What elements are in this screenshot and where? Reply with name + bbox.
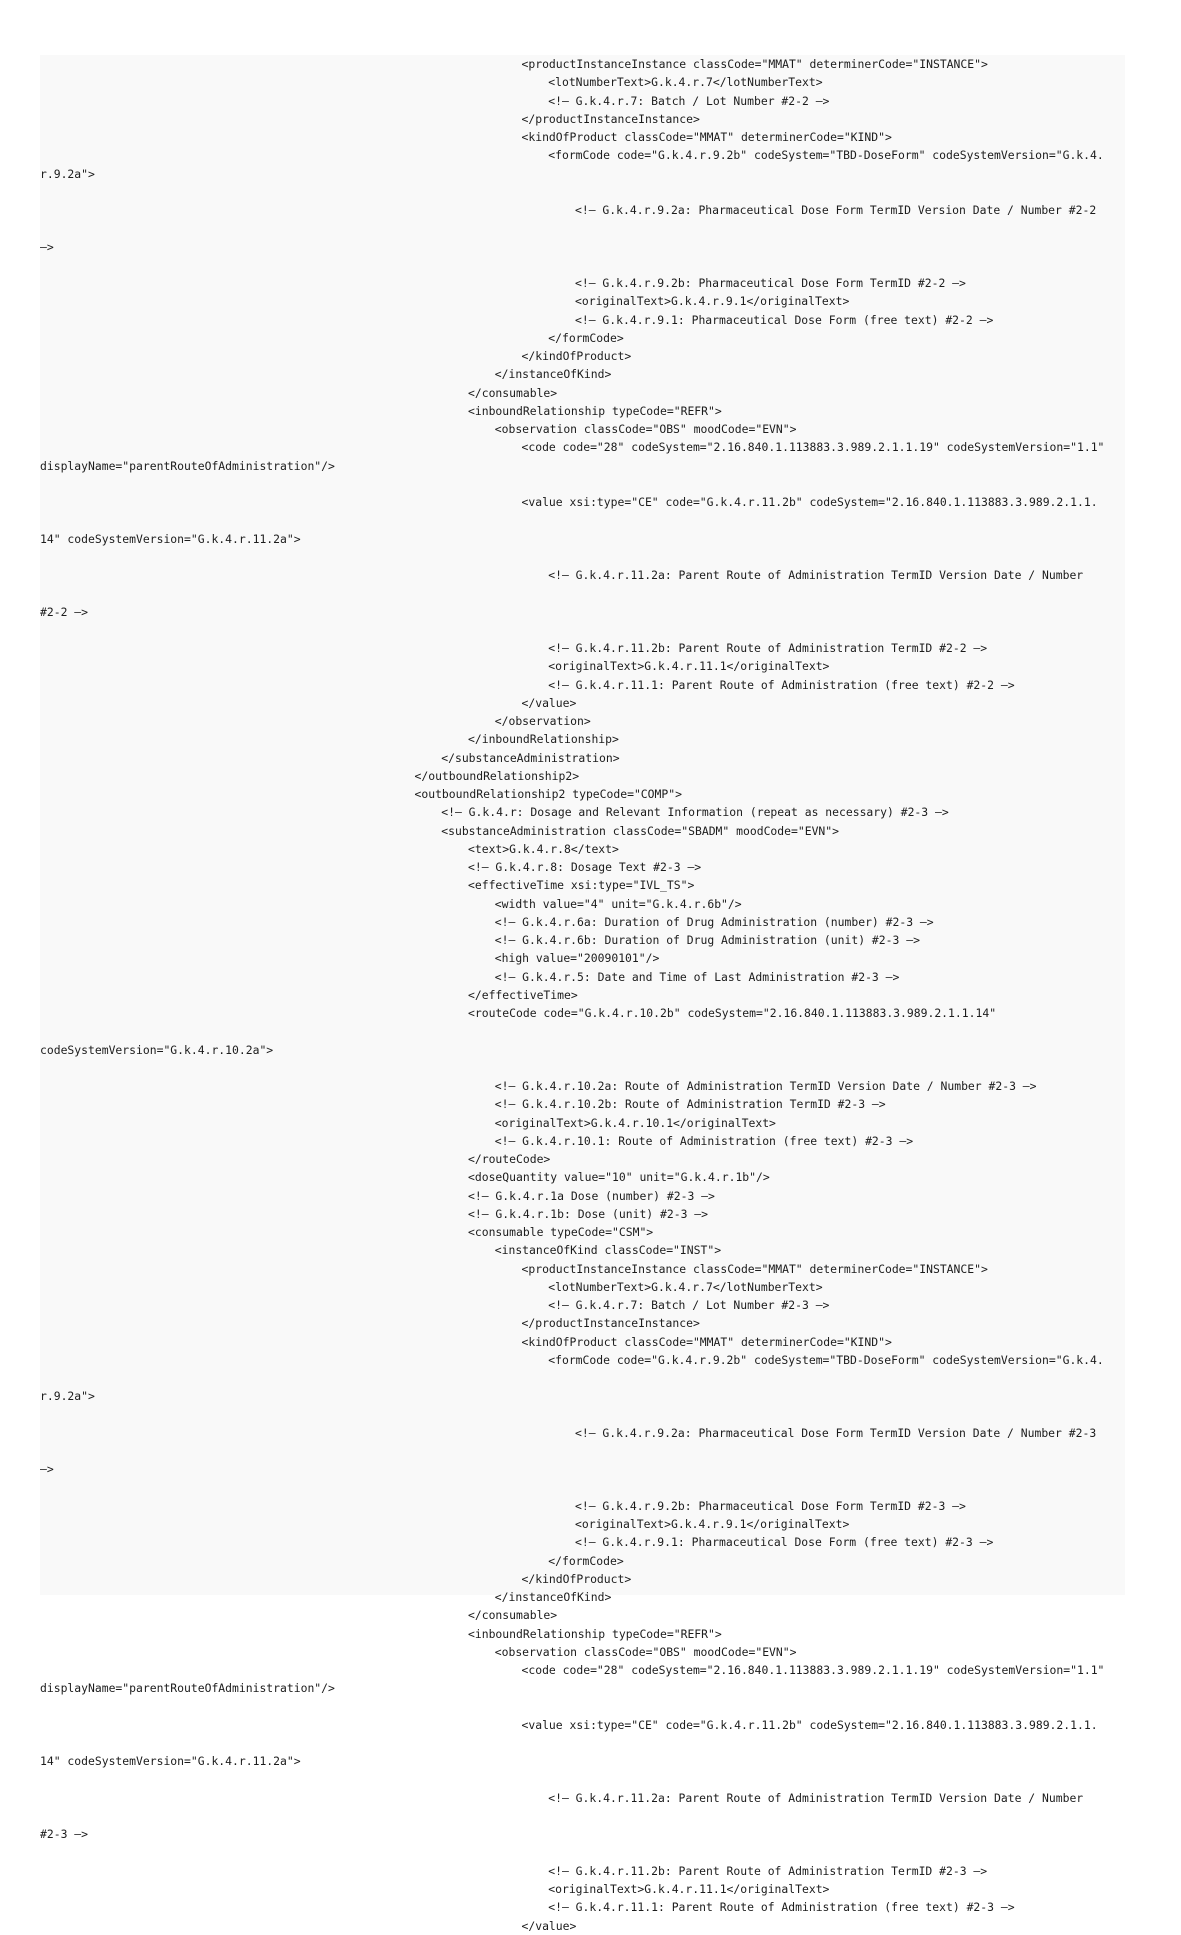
code-line: <!— G.k.4.r.1b: Dose (unit) #2-3 —> [468,1206,709,1221]
code-line: <!— G.k.4.r.11.2a: Parent Route of Administration TermID Version Date / Number [548,568,1084,582]
code-line: <!— G.k.4.r.9.1: Pharmaceutical Dose Form (free text) #2-3 —> [575,1535,994,1550]
code-line: <!— G.k.4.r.10.1: Route of Administration (free text) #2-3 —> [494,1133,914,1148]
code-line: <inboundRelationship typeCode="REFR"> [468,403,722,418]
code-line: <!— G.k.4.r.9.2a: Pharmaceutical Dose Form TermID Version Date / Number #2-2 [575,203,1097,217]
code-line: —> [40,239,54,254]
code-line: <substanceAdministration classCode="SBADM" moodCode="EVN"> [441,823,839,838]
code-line: </substanceAdministration> [441,750,620,765]
code-line: <lotNumberText>G.k.4.r.7</lotNumberText> [548,75,823,90]
code-line: </outboundRelationship2> [414,768,580,783]
code-line: </observation> [494,714,591,728]
code-line [40,1369,1125,1387]
code-line: <originalText>G.k.4.r.11.1</originalText> [548,1882,830,1896]
code-line: #2-2 —> [40,604,89,619]
code-line: <instanceOfKind classCode="INST"> [494,1243,722,1258]
code-line: </instanceOfKind> [494,367,612,382]
code-line: <!— G.k.4.r.9.2b: Pharmaceutical Dose Form TermID #2-2 —> [575,276,966,290]
code-line [40,1479,1125,1497]
code-line: </inboundRelationship> [468,732,619,747]
code-line: </effectiveTime> [468,987,578,1002]
code-line: <!— G.k.4.r: Dosage and Relevant Information (repeat as necessary) #2-3 —> [441,805,949,820]
code-line [40,1022,1125,1040]
code-line: </value> [521,1918,577,1933]
code-line: <!— G.k.4.r.6a: Duration of Drug Administration (number) #2-3 —> [494,914,934,929]
code-line: </productInstanceInstance> [521,111,700,126]
code-line [40,1844,1125,1862]
code-line: <code code="28" codeSystem="2.16.840.1.113883.3.989.2.1.1.19" codeSystemVersion="1.1" [521,440,1105,455]
code-line: </routeCode> [468,1152,551,1166]
code-line [40,1771,1125,1789]
code-line: <productInstanceInstance classCode="MMAT" determinerCode="INSTANCE"> [521,57,988,71]
code-line: displayName="parentRouteOfAdministration"/> [40,1681,335,1696]
code-line: codeSystemVersion="G.k.4.r.10.2a"> [40,1042,274,1057]
code-line: <code code="28" codeSystem="2.16.840.1.113883.3.989.2.1.1.19" codeSystemVersion="1.1" [521,1663,1105,1677]
code-line [40,1698,1125,1716]
code-line [40,511,1125,529]
code-line: <kindOfProduct classCode="MMAT" determinerCode="KIND"> [521,130,892,144]
code-line: <formCode code="G.k.4.r.9.2b" codeSystem="TBD-DoseForm" codeSystemVersion="G.k.4. [548,148,1104,163]
code-line: <productInstanceInstance classCode="MMAT" determinerCode="INSTANCE"> [521,1261,988,1276]
code-line: <doseQuantity value="10" unit="G.k.4.r.1b"/> [468,1170,770,1185]
code-line [40,1734,1125,1752]
code-line: <!— G.k.4.r.11.2a: Parent Route of Administration TermID Version Date / Number [548,1790,1084,1805]
code-line: <!— G.k.4.r.5: Date and Time of Last Administration #2-3 —> [494,969,900,984]
code-line [40,219,1125,237]
code-line: <!— G.k.4.r.11.2b: Parent Route of Administration TermID #2-2 —> [548,641,988,655]
code-line: <formCode code="G.k.4.r.9.2b" codeSystem="TBD-DoseForm" codeSystemVersion="G.k.4. [548,1352,1104,1367]
code-line: <!— G.k.4.r.7: Batch / Lot Number #2-3 —> [548,1298,830,1312]
code-line: <originalText>G.k.4.r.11.1</originalText> [548,659,830,674]
code-line: </instanceOfKind> [494,1590,612,1604]
code-line [40,475,1125,493]
code-line: <high value="20090101"/> [494,951,660,966]
code-line: <!— G.k.4.r.7: Batch / Lot Number #2-2 —> [548,93,830,108]
code-line: <!— G.k.4.r.11.1: Parent Route of Administration (free text) #2-3 —> [548,1900,1015,1915]
code-line: <routeCode code="G.k.4.r.10.2b" codeSystem="2.16.840.1.113883.3.989.2.1.1.14" [468,1006,997,1020]
code-line: <inboundRelationship typeCode="REFR"> [468,1626,722,1641]
code-line: <!— G.k.4.r.11.1: Parent Route of Administration (free text) #2-2 —> [548,677,1015,692]
code-line [40,584,1125,602]
code-line: 14" codeSystemVersion="G.k.4.r.11.2a"> [40,531,301,546]
code-line: displayName="parentRouteOfAdministration"/> [40,458,335,473]
code-line: <!— G.k.4.r.9.1: Pharmaceutical Dose Form (free text) #2-2 —> [575,312,994,327]
code-line: <!— G.k.4.r.1a Dose (number) #2-3 —> [468,1188,715,1203]
code-line: <kindOfProduct classCode="MMAT" determinerCode="KIND"> [521,1334,892,1349]
code-line: —> [40,1462,54,1477]
code-line: r.9.2a"> [40,1389,95,1404]
code-line: </formCode> [548,330,624,345]
code-line [40,621,1125,639]
code-line: r.9.2a"> [40,166,95,181]
code-line: 14" codeSystemVersion="G.k.4.r.11.2a"> [40,1754,301,1769]
code-line [40,256,1125,274]
code-line: #2-3 —> [40,1827,89,1842]
code-line: <!— G.k.4.r.6b: Duration of Drug Administration (unit) #2-3 —> [494,933,920,947]
code-line [40,548,1125,566]
code-line: </kindOfProduct> [521,1571,632,1586]
code-line: <effectiveTime xsi:type="IVL_TS"> [468,878,695,893]
code-line: <observation classCode="OBS" moodCode="EVN"> [494,422,797,436]
code-line: <value xsi:type="CE" code="G.k.4.r.11.2b" codeSystem="2.16.840.1.113883.3.989.2.1.1. [521,1717,1098,1732]
code-line [40,1807,1125,1825]
code-line: <!— G.k.4.r.10.2a: Route of Administration TermID Version Date / Number #2-3 —> [494,1079,1037,1093]
code-line: <originalText>G.k.4.r.9.1</originalText> [575,1517,850,1531]
code-line: <text>G.k.4.r.8</text> [468,841,619,856]
code-line: <!— G.k.4.r.9.2a: Pharmaceutical Dose Form TermID Version Date / Number #2-3 [575,1425,1097,1440]
code-line [40,1442,1125,1460]
code-line: </kindOfProduct> [521,349,632,363]
code-line: <originalText>G.k.4.r.9.1</originalText> [575,294,850,309]
code-line: <outboundRelationship2 typeCode="COMP"> [414,787,682,801]
code-line: </value> [521,695,577,710]
code-line: <value xsi:type="CE" code="G.k.4.r.11.2b" codeSystem="2.16.840.1.113883.3.989.2.1.1. [521,495,1098,509]
code-line [40,1059,1125,1077]
code-line: </productInstanceInstance> [521,1316,700,1331]
code-line: <!— G.k.4.r.10.2b: Route of Administration TermID #2-3 —> [494,1097,886,1112]
code-line: <originalText>G.k.4.r.10.1</originalText> [494,1115,776,1130]
code-line: <!— G.k.4.r.8: Dosage Text #2-3 —> [468,860,702,874]
code-line: <lotNumberText>G.k.4.r.7</lotNumberText> [548,1279,823,1294]
code-line: </formCode> [548,1553,624,1568]
code-line: <!— G.k.4.r.11.2b: Parent Route of Administration TermID #2-3 —> [548,1863,988,1878]
code-line [40,183,1125,201]
code-line: </consumable> [468,1608,558,1623]
code-line: <!— G.k.4.r.9.2b: Pharmaceutical Dose Form TermID #2-3 —> [575,1498,966,1513]
xml-document-page [40,55,1125,1933]
code-line [40,1406,1125,1424]
code-line: <width value="4" unit="G.k.4.r.6b"/> [494,896,742,911]
code-line: <observation classCode="OBS" moodCode="EVN"> [494,1644,797,1659]
code-line: <consumable typeCode="CSM"> [468,1225,654,1239]
code-line: </consumable> [468,385,558,400]
